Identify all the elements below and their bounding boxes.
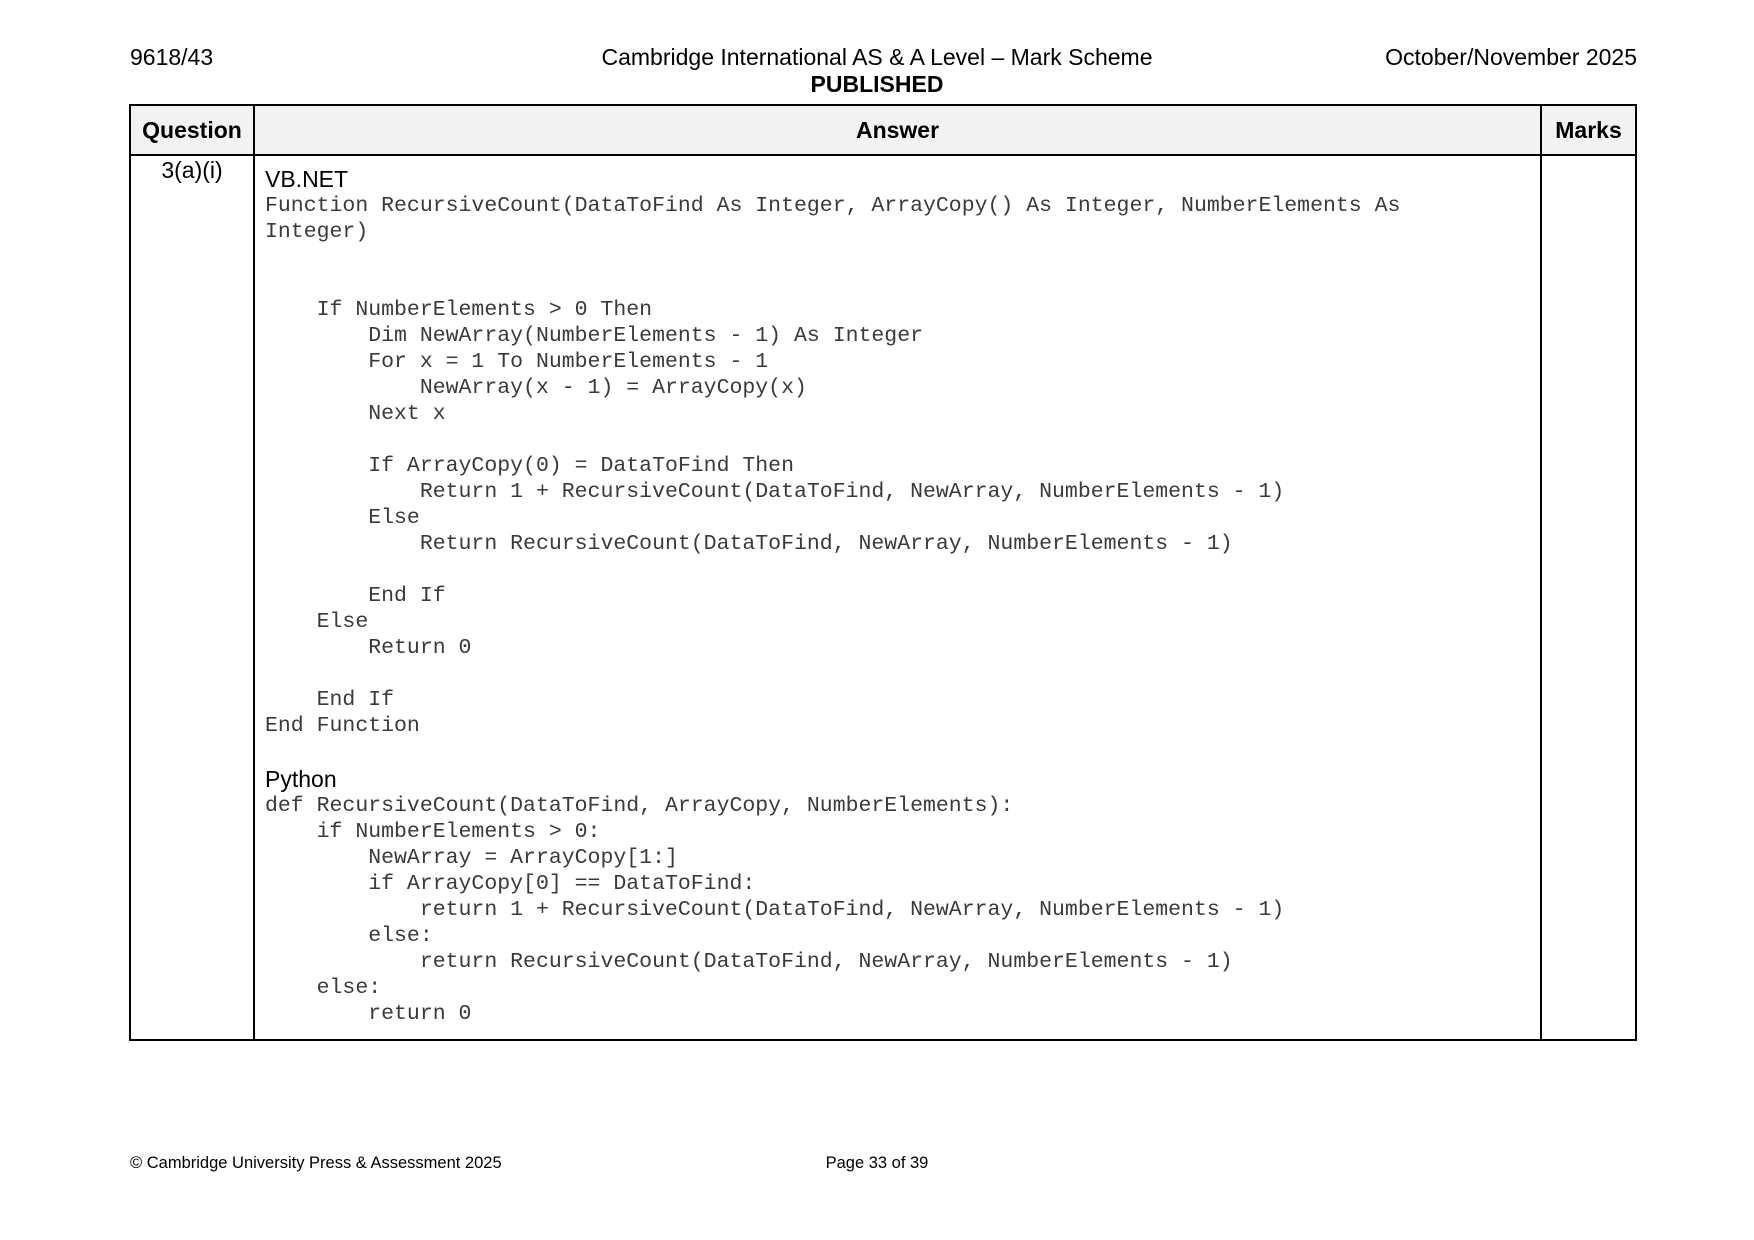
vbnet-code-line: End If [265, 688, 395, 712]
vbnet-heading: VB.NET [265, 166, 349, 192]
paper-code: 9618/43 [130, 44, 214, 70]
vbnet-code-line [265, 661, 1540, 687]
vbnet-code-line: Return 0 [265, 636, 472, 660]
marks-cell [1541, 155, 1636, 1040]
vbnet-code-line: Function RecursiveCount(DataToFind As Integer, ArrayCopy() As Integer, NumberElements As [265, 194, 1401, 218]
mark-scheme-table [129, 104, 1637, 1041]
python-code-line: if ArrayCopy[0] == DataToFind: [265, 872, 756, 896]
vbnet-code-line: Next x [265, 402, 446, 426]
vbnet-code-line: Integer) [265, 220, 369, 244]
vbnet-code-line [265, 245, 1540, 271]
exam-session: October/November 2025 [1385, 44, 1637, 70]
marks-column-header: Marks [1541, 105, 1636, 155]
question-column-header: Question [130, 105, 254, 155]
vbnet-code-line [265, 557, 1540, 583]
python-code-line: else: [265, 924, 433, 948]
vbnet-code-line: Else [265, 506, 420, 530]
copyright-notice: © Cambridge University Press & Assessment 2025 [130, 1154, 502, 1172]
published-label: PUBLISHED [810, 71, 944, 97]
vbnet-code-line: End Function [265, 714, 420, 738]
python-heading: Python [265, 766, 337, 792]
python-code-line: def RecursiveCount(DataToFind, ArrayCopy, NumberElements): [265, 794, 1014, 818]
vbnet-code-line: For x = 1 To NumberElements - 1 [265, 350, 769, 374]
vbnet-code-line: Else [265, 610, 369, 634]
vbnet-code-line: Return 1 + RecursiveCount(DataToFind, NewArray, NumberElements - 1) [265, 480, 1285, 504]
vbnet-code-line: Dim NewArray(NumberElements - 1) As Integer [265, 324, 924, 348]
vbnet-code-line: Return RecursiveCount(DataToFind, NewArray, NumberElements - 1) [265, 532, 1233, 556]
vbnet-code-line [265, 427, 1540, 453]
vbnet-code-block [265, 193, 1540, 739]
document-title: Cambridge International AS & A Level – Mark Scheme [601, 44, 1153, 70]
python-code-line: return 0 [265, 1002, 472, 1026]
answer-cell [254, 155, 1541, 1040]
python-code-line: if NumberElements > 0: [265, 820, 601, 844]
vbnet-code-line: If NumberElements > 0 Then [265, 298, 653, 322]
vbnet-code-line: NewArray(x - 1) = ArrayCopy(x) [265, 376, 807, 400]
python-code-line: return RecursiveCount(DataToFind, NewArray, NumberElements - 1) [265, 950, 1233, 974]
answer-column-header: Answer [254, 105, 1541, 155]
python-code-line: NewArray = ArrayCopy[1:] [265, 846, 678, 870]
vbnet-code-line: If ArrayCopy(0) = DataToFind Then [265, 454, 794, 478]
vbnet-code-line [265, 271, 1540, 297]
python-code-line: else: [265, 976, 382, 1000]
vbnet-code-line: End If [265, 584, 446, 608]
table-row [130, 155, 1636, 1040]
question-number: 3(a)(i) [130, 155, 254, 1040]
python-code-line: return 1 + RecursiveCount(DataToFind, NewArray, NumberElements - 1) [265, 898, 1285, 922]
python-code-block [265, 793, 1540, 1027]
page-number: Page 33 of 39 [825, 1154, 929, 1172]
table-header-row [130, 105, 1636, 155]
